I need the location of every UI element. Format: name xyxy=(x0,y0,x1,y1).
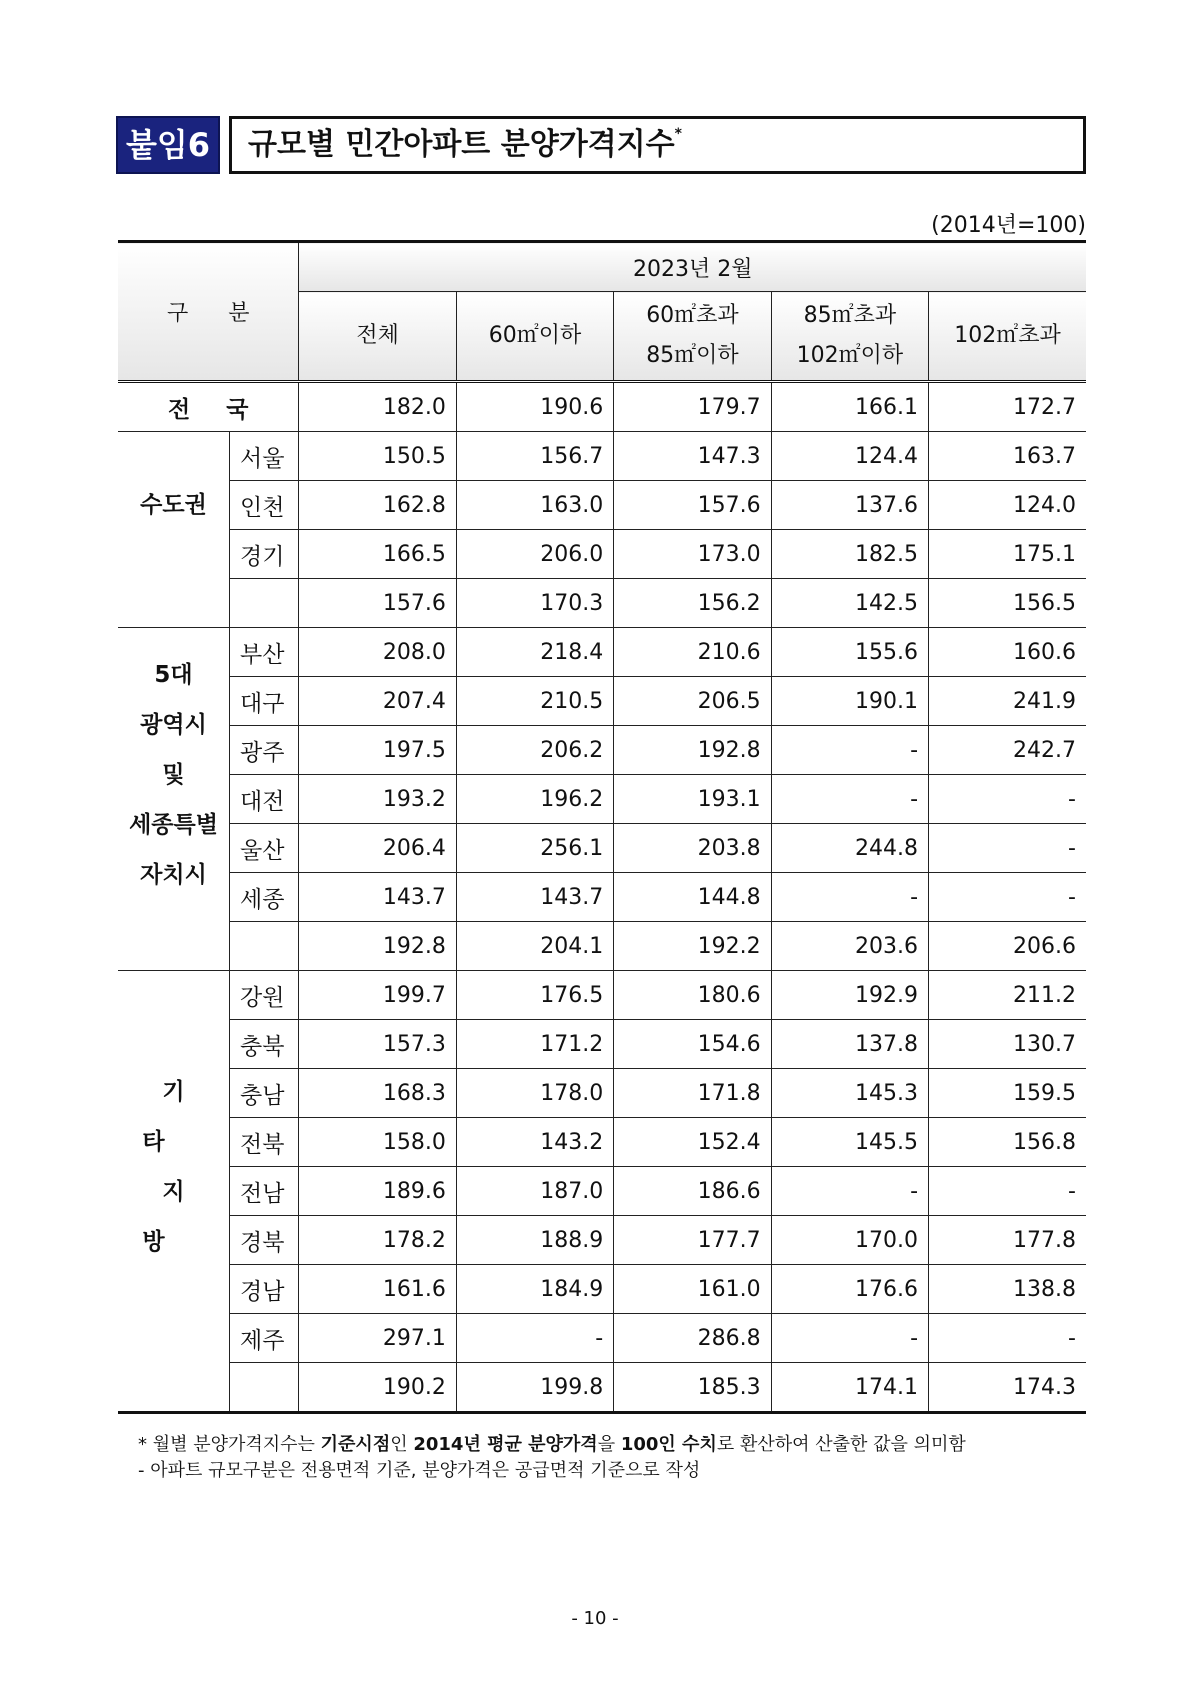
value-cell: 218.4 xyxy=(456,628,613,677)
footnotes xyxy=(138,1432,966,1484)
value-cell: 176.6 xyxy=(771,1265,928,1314)
value-cell: - xyxy=(771,775,928,824)
value-cell: 185.3 xyxy=(614,1363,771,1413)
national-label: 전국 xyxy=(118,382,299,432)
group-label-line: 지방 xyxy=(142,1178,225,1255)
column-header-total: 전체 xyxy=(299,292,456,382)
subtotal-spacer xyxy=(230,579,299,628)
table-row xyxy=(118,628,1086,677)
region-label: 경남 xyxy=(230,1265,299,1314)
value-cell: 158.0 xyxy=(299,1118,456,1167)
table-row xyxy=(118,824,1086,873)
value-cell: 196.2 xyxy=(456,775,613,824)
value-cell: 137.8 xyxy=(771,1020,928,1069)
value-cell: 190.1 xyxy=(771,677,928,726)
region-label: 제주 xyxy=(230,1314,299,1363)
value-cell: 142.5 xyxy=(771,579,928,628)
value-cell: 160.6 xyxy=(929,628,1086,677)
group-label-other xyxy=(118,971,230,1363)
value-cell: 199.8 xyxy=(456,1363,613,1413)
value-cell: 143.2 xyxy=(456,1118,613,1167)
value-cell: 192.9 xyxy=(771,971,928,1020)
region-label: 경북 xyxy=(230,1216,299,1265)
group-label-line: 5대 xyxy=(154,661,193,688)
table-row xyxy=(118,775,1086,824)
value-cell: 206.6 xyxy=(929,922,1086,971)
value-cell: 193.1 xyxy=(614,775,771,824)
column-header-102-over: 102㎡초과 xyxy=(929,292,1086,382)
value-cell: - xyxy=(929,775,1086,824)
value-cell: 154.6 xyxy=(614,1020,771,1069)
subtotal-label xyxy=(118,1363,230,1413)
table-row xyxy=(118,1314,1086,1363)
table-row xyxy=(118,530,1086,579)
region-label: 충남 xyxy=(230,1069,299,1118)
value-cell: 170.3 xyxy=(456,579,613,628)
subtotal-spacer xyxy=(230,922,299,971)
title-footnote-mark: * xyxy=(674,126,682,142)
subtotal-label xyxy=(118,579,230,628)
value-cell: 187.0 xyxy=(456,1167,613,1216)
value-cell: 144.8 xyxy=(614,873,771,922)
value-cell: - xyxy=(929,824,1086,873)
table-title xyxy=(229,116,1086,174)
table-row xyxy=(118,1265,1086,1314)
table-row xyxy=(118,1020,1086,1069)
region-label: 전북 xyxy=(230,1118,299,1167)
price-index-table xyxy=(118,240,1086,1414)
table-row xyxy=(118,873,1086,922)
value-cell: 204.1 xyxy=(456,922,613,971)
value-cell: 168.3 xyxy=(299,1069,456,1118)
value-cell: 242.7 xyxy=(929,726,1086,775)
unit-note: (2014년=100) xyxy=(931,213,1086,238)
value-cell: 203.8 xyxy=(614,824,771,873)
value-cell: 180.6 xyxy=(614,971,771,1020)
value-cell: 155.6 xyxy=(771,628,928,677)
column-header-60-85: 60㎡초과 85㎡이하 xyxy=(614,292,771,382)
value-cell: 124.4 xyxy=(771,432,928,481)
value-cell: 208.0 xyxy=(299,628,456,677)
value-cell: 163.7 xyxy=(929,432,1086,481)
corner-header: 구분 xyxy=(118,242,299,382)
value-cell: 152.4 xyxy=(614,1118,771,1167)
value-cell: - xyxy=(771,1314,928,1363)
group-label-line: 자치시 xyxy=(140,861,207,888)
value-cell: 162.8 xyxy=(299,481,456,530)
value-cell: 157.6 xyxy=(299,579,456,628)
value-cell: 210.6 xyxy=(614,628,771,677)
value-cell: 145.5 xyxy=(771,1118,928,1167)
value-cell: 130.7 xyxy=(929,1020,1086,1069)
value-cell: 156.5 xyxy=(929,579,1086,628)
value-cell: 207.4 xyxy=(299,677,456,726)
region-label: 울산 xyxy=(230,824,299,873)
group-label-line: 및 xyxy=(162,761,185,788)
subtotal-spacer xyxy=(230,1363,299,1413)
value-cell: 147.3 xyxy=(614,432,771,481)
table-row xyxy=(118,432,1086,481)
table-row xyxy=(118,726,1086,775)
region-label: 부산 xyxy=(230,628,299,677)
footnote-2: - 아파트 규모구분은 전용면적 기준, 분양가격은 공급면적 기준으로 작성 xyxy=(138,1460,701,1481)
group-label-capital: 수도권 xyxy=(118,432,230,579)
attachment-badge: 붙임6 xyxy=(116,116,220,174)
value-cell: 211.2 xyxy=(929,971,1086,1020)
value-cell: 286.8 xyxy=(614,1314,771,1363)
footnote-1: * 월별 분양가격지수는 기준시점인 2014년 평균 분양가격을 100인 수치로 환산하여 산출한 값을 의미함 xyxy=(138,1434,966,1455)
value-cell: 192.8 xyxy=(299,922,456,971)
value-cell: 179.7 xyxy=(614,382,771,432)
group-label-line: 세종특별 xyxy=(129,811,218,838)
value-cell: 145.3 xyxy=(771,1069,928,1118)
page-number: - 10 - xyxy=(571,1608,619,1629)
value-cell: 157.6 xyxy=(614,481,771,530)
value-cell: 175.1 xyxy=(929,530,1086,579)
value-cell: 159.5 xyxy=(929,1069,1086,1118)
value-cell: - xyxy=(929,873,1086,922)
period-header: 2023년 2월 xyxy=(299,242,1086,292)
table-row-subtotal xyxy=(118,1363,1086,1413)
value-cell: 156.7 xyxy=(456,432,613,481)
value-cell: 256.1 xyxy=(456,824,613,873)
value-cell: - xyxy=(771,726,928,775)
value-cell: 206.4 xyxy=(299,824,456,873)
value-cell: 177.8 xyxy=(929,1216,1086,1265)
value-cell: 170.0 xyxy=(771,1216,928,1265)
value-cell: 157.3 xyxy=(299,1020,456,1069)
table-row xyxy=(118,1069,1086,1118)
region-label: 경기 xyxy=(230,530,299,579)
value-cell: 171.2 xyxy=(456,1020,613,1069)
value-cell: 161.6 xyxy=(299,1265,456,1314)
region-label: 전남 xyxy=(230,1167,299,1216)
column-header-85-102: 85㎡초과 102㎡이하 xyxy=(771,292,928,382)
region-label: 광주 xyxy=(230,726,299,775)
group-label-line: 기타 xyxy=(142,1078,225,1155)
value-cell: 206.2 xyxy=(456,726,613,775)
region-label: 세종 xyxy=(230,873,299,922)
value-cell: 178.0 xyxy=(456,1069,613,1118)
value-cell: 188.9 xyxy=(456,1216,613,1265)
region-label: 대구 xyxy=(230,677,299,726)
value-cell: 203.6 xyxy=(771,922,928,971)
value-cell: 143.7 xyxy=(299,873,456,922)
value-cell: 156.8 xyxy=(929,1118,1086,1167)
value-cell: 166.5 xyxy=(299,530,456,579)
table-row xyxy=(118,1167,1086,1216)
value-cell: 241.9 xyxy=(929,677,1086,726)
value-cell: 199.7 xyxy=(299,971,456,1020)
value-cell: - xyxy=(771,873,928,922)
value-cell: 163.0 xyxy=(456,481,613,530)
region-label: 충북 xyxy=(230,1020,299,1069)
group-label-line: 광역시 xyxy=(140,711,207,738)
region-label: 서울 xyxy=(230,432,299,481)
table-row-subtotal xyxy=(118,922,1086,971)
value-cell: 182.0 xyxy=(299,382,456,432)
value-cell: 173.0 xyxy=(614,530,771,579)
column-header-60-under: 60㎡이하 xyxy=(456,292,613,382)
table-row-national xyxy=(118,382,1086,432)
value-cell: 206.5 xyxy=(614,677,771,726)
value-cell: 171.8 xyxy=(614,1069,771,1118)
value-cell: 206.0 xyxy=(456,530,613,579)
value-cell: 178.2 xyxy=(299,1216,456,1265)
value-cell: 143.7 xyxy=(456,873,613,922)
value-cell: 174.1 xyxy=(771,1363,928,1413)
region-label: 강원 xyxy=(230,971,299,1020)
value-cell: 177.7 xyxy=(614,1216,771,1265)
value-cell: 192.8 xyxy=(614,726,771,775)
value-cell: 186.6 xyxy=(614,1167,771,1216)
table-row xyxy=(118,971,1086,1020)
value-cell: 210.5 xyxy=(456,677,613,726)
value-cell: 174.3 xyxy=(929,1363,1086,1413)
value-cell: 193.2 xyxy=(299,775,456,824)
value-cell: 197.5 xyxy=(299,726,456,775)
table-row xyxy=(118,677,1086,726)
region-label: 인천 xyxy=(230,481,299,530)
value-cell: 138.8 xyxy=(929,1265,1086,1314)
value-cell: 150.5 xyxy=(299,432,456,481)
value-cell: 192.2 xyxy=(614,922,771,971)
value-cell: - xyxy=(456,1314,613,1363)
section-header xyxy=(116,116,1086,174)
value-cell: - xyxy=(929,1314,1086,1363)
value-cell: 184.9 xyxy=(456,1265,613,1314)
value-cell: 156.2 xyxy=(614,579,771,628)
value-cell: 190.2 xyxy=(299,1363,456,1413)
value-cell: 297.1 xyxy=(299,1314,456,1363)
value-cell: 189.6 xyxy=(299,1167,456,1216)
value-cell: 172.7 xyxy=(929,382,1086,432)
value-cell: 137.6 xyxy=(771,481,928,530)
subtotal-label xyxy=(118,922,230,971)
value-cell: 182.5 xyxy=(771,530,928,579)
title-text: 규모별 민간아파트 분양가격지수 xyxy=(248,127,675,162)
value-cell: 244.8 xyxy=(771,824,928,873)
table-row xyxy=(118,1118,1086,1167)
table-row xyxy=(118,1216,1086,1265)
value-cell: 166.1 xyxy=(771,382,928,432)
value-cell: 161.0 xyxy=(614,1265,771,1314)
value-cell: 124.0 xyxy=(929,481,1086,530)
group-label-metro xyxy=(118,628,230,922)
value-cell: - xyxy=(929,1167,1086,1216)
table-row-subtotal xyxy=(118,579,1086,628)
value-cell: 190.6 xyxy=(456,382,613,432)
region-label: 대전 xyxy=(230,775,299,824)
value-cell: 176.5 xyxy=(456,971,613,1020)
value-cell: - xyxy=(771,1167,928,1216)
table-row xyxy=(118,481,1086,530)
